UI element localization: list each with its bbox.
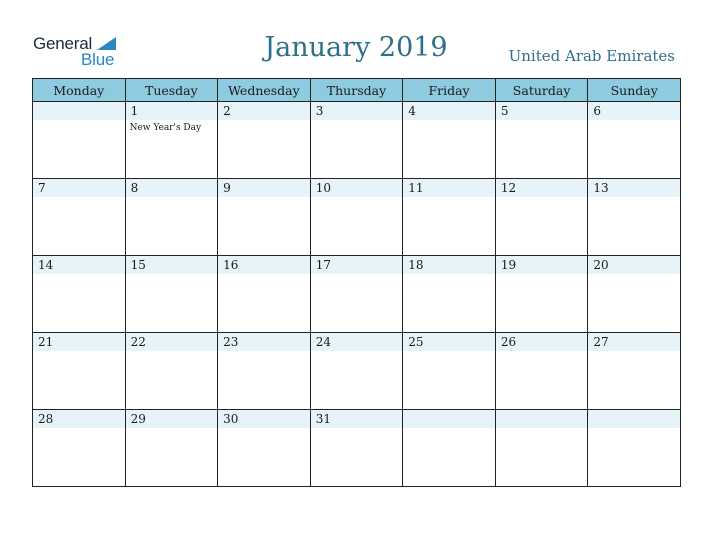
day-number: 26 [500,335,517,349]
day-number: 25 [408,335,424,349]
day-number: 6 [593,104,602,118]
day-cell[interactable] [33,179,126,256]
day-number: 19 [500,258,517,272]
day-cell[interactable] [403,102,496,179]
day-cell-band [588,410,680,428]
day-cell[interactable] [310,102,403,179]
weekday-header: Friday [403,79,496,102]
day-number: 18 [408,258,424,272]
day-cell[interactable] [218,179,311,256]
day-cell-band [403,410,495,428]
week-row [33,256,681,333]
day-number: 11 [408,181,424,195]
day-number: 16 [223,258,239,272]
weekday-header: Tuesday [125,79,218,102]
day-cell[interactable] [125,333,218,410]
day-number: 17 [315,258,331,272]
day-cell-band [403,102,495,120]
day-cell[interactable] [495,179,588,256]
week-row [33,179,681,256]
day-cell[interactable] [588,333,681,410]
day-number: 13 [593,181,609,195]
weekday-header: Thursday [310,79,403,102]
country-label: United Arab Emirates [508,47,675,65]
day-number: 7 [38,181,46,195]
day-cell[interactable] [588,410,681,487]
day-cell-band [218,179,310,197]
calendar-grid [32,78,681,487]
day-number: 3 [315,104,324,118]
day-cell[interactable] [495,410,588,487]
day-cell[interactable] [33,410,126,487]
day-cell[interactable] [33,102,126,179]
day-cell-band [218,102,310,120]
calendar-table [32,78,681,487]
day-number: 10 [315,181,331,195]
day-number: 2 [223,104,231,118]
day-cell[interactable] [495,102,588,179]
day-cell[interactable] [218,333,311,410]
logo-triangle-icon [97,37,116,50]
weekday-header: Saturday [495,79,588,102]
day-number: 31 [315,412,331,426]
day-number: 29 [130,412,146,426]
day-number: 12 [500,181,517,195]
day-cell[interactable] [125,102,218,179]
holiday-label: New Year's Day [129,123,202,133]
week-row [33,102,681,179]
weekday-header: Monday [33,79,126,102]
day-number: 1 [130,104,139,118]
calendar-body [33,102,681,487]
week-row [33,410,681,487]
day-cell[interactable] [403,333,496,410]
day-cell[interactable] [495,333,588,410]
day-number: 8 [130,181,139,195]
day-cell[interactable] [310,410,403,487]
logo [33,34,123,68]
logo-text-blue: Blue [81,50,115,69]
day-cell[interactable] [218,256,311,333]
day-cell[interactable] [495,256,588,333]
day-number: 27 [593,335,609,349]
day-number: 5 [500,104,509,118]
day-cell[interactable] [588,179,681,256]
day-number: 9 [223,181,231,195]
day-cell-band [496,102,588,120]
day-number: 24 [315,335,331,349]
day-cell[interactable] [33,256,126,333]
day-cell-band [126,102,218,120]
day-number: 30 [223,412,239,426]
day-cell[interactable] [218,410,311,487]
day-cell[interactable] [588,256,681,333]
weekday-header-row [33,79,681,102]
day-number: 15 [130,258,146,272]
day-cell[interactable] [403,410,496,487]
day-cell-band [126,179,218,197]
day-cell[interactable] [310,256,403,333]
day-cell-band [496,410,588,428]
day-number: 23 [223,335,239,349]
day-cell[interactable] [218,102,311,179]
day-cell[interactable] [125,179,218,256]
day-cell-band [588,102,680,120]
day-number: 22 [130,335,146,349]
day-cell[interactable] [33,333,126,410]
weekday-header: Sunday [588,79,681,102]
day-cell[interactable] [310,333,403,410]
day-number: 28 [38,412,54,426]
page-title: January 2019 [264,32,448,63]
day-number: 4 [408,104,416,118]
day-cell-band [33,102,125,120]
week-row [33,333,681,410]
logo-text-general: General [33,34,93,53]
day-number: 21 [38,335,54,349]
day-cell[interactable] [588,102,681,179]
day-cell[interactable] [125,410,218,487]
weekday-header: Wednesday [218,79,311,102]
day-cell-band [311,102,403,120]
day-cell-band [33,179,125,197]
day-number: 20 [593,258,609,272]
day-cell[interactable] [403,256,496,333]
day-cell[interactable] [310,179,403,256]
day-cell[interactable] [125,256,218,333]
day-cell[interactable] [403,179,496,256]
day-number: 14 [38,258,54,272]
